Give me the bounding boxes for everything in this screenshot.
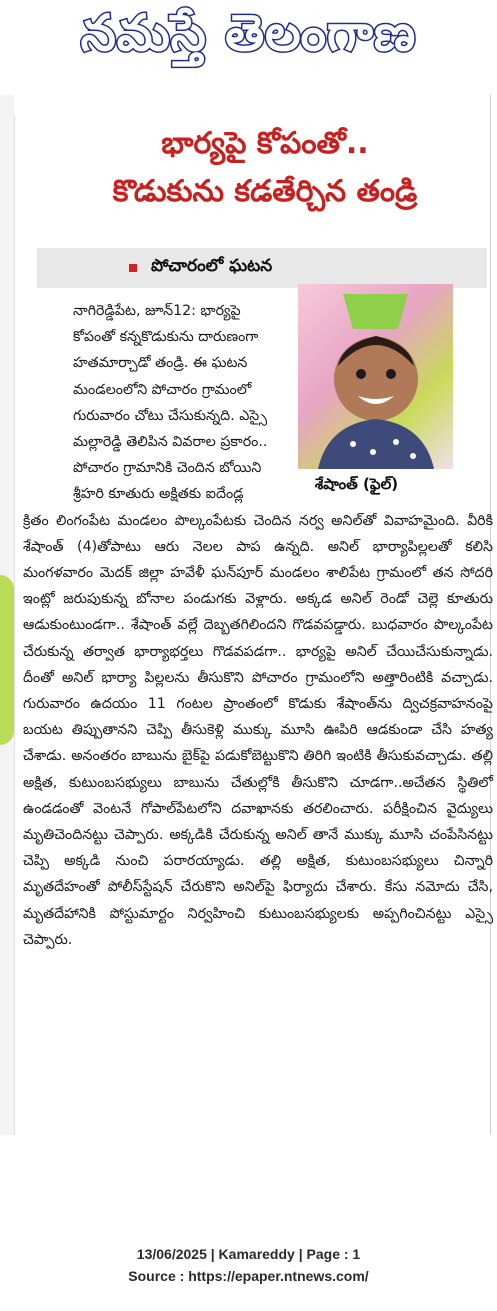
- body-narrow-line: మండలంలోని పోచారం గ్రామంలో: [73, 381, 252, 398]
- subhead: పోచారంలో ఘటన: [151, 256, 273, 276]
- masthead-title: నమస్తే తెలంగాణ: [80, 3, 417, 62]
- headline-line-1: భార్యపై కోపంతో..: [161, 126, 369, 161]
- headline-line-2: కొడుకును కడతేర్చిన తండ్రి: [112, 174, 418, 209]
- body-narrow-line: పోచారం గ్రామానికి చెందిన బోయిని: [73, 460, 262, 477]
- body-narrow-line: కోపంతో కన్నకొడుకును దారుణంగా: [73, 329, 259, 346]
- body-narrow-line: శ్రీహరి కూతురు అక్షితకు ఐదేండ్ల: [73, 486, 244, 503]
- body-narrow-line: గురువారం చోటు చేసుకున్నది. ఎస్సై: [73, 407, 268, 424]
- footer: [0, 1243, 497, 1287]
- neighbor-graphic: [0, 575, 14, 745]
- article-body: [23, 298, 493, 953]
- photo-caption: శేషాంత్ (ఫైల్): [315, 475, 399, 493]
- body-narrow-line: నాగిరెడ్డిపేట, జూన్12: భార్యపై: [73, 303, 241, 319]
- masthead: [0, 0, 497, 78]
- left-edge-strip: [0, 95, 14, 1135]
- square-bullet-icon: [129, 264, 137, 272]
- body-narrow-line: హతమార్చాడో తండ్రి. ఈ ఘటన: [73, 355, 248, 372]
- body-narrow-line: మల్లారెడ్డి తెలిపిన వివరాల ప్రకారం..: [73, 434, 268, 451]
- subhead-bar: [37, 248, 487, 288]
- news-article: [14, 115, 492, 1135]
- headline: [55, 120, 475, 216]
- body-paragraph: క్రితం లింగంపేట మండలం పొల్కంపేటకు చెందిన నర్వ అనిల్‌తో వివాహమైంది. వీరికి శేషాంత్ (4)తోపాటు ఆరు నెలల పాప ఉన్నది. అనిల్ భార్యాపిల్లలతో కలిసి మంగళవారం మెదక్ జిల్లా హవేళీ ఘన్‌పూర్ మండలం శాలిపేట గ్రామంలో తన సోదరి ఇంట్లో జరుపుకున్న బోనాల పండుగకు వెళ్లారు. అక్కడ అనిల్ రెండో చెల్లె కూతురు ఆడుకుంటుండగా.. శేషాంత్ వల్లే దెబ్బతగిలిందని గొడవపడ్డారు. బుధవారం పొల్కంపేట చేరుకున్న తర్వాత భార్యాభర్తలు గొడవపడగా.. భార్యపై అనిల్ చేయిచేసుకున్నాడు. దీంతో అనిల్ భార్యా పిల్లలను తీసుకొని పోచారం గ్రామంలోని అత్తారింటికి వచ్చాడు. గురువారం ఉదయం 11 గంటల ప్రాంతంలో కొడుకు శేషాంత్‌ను ద్విచక్రవాహనంపై బయట తిప్పుతానని చెప్పి తీసుకెళ్లి ముక్కు మూసి ఊపిరి ఆడకుండా చేసి హత్య చేశాడు. అనంతరం బాబును బైక్‌పై పడుకోబెట్టుకొని తిరిగి ఇంటికి తీసుకువచ్చాడు. తల్లి అక్షిత, కుటుంబసభ్యులు బాబును చేతుల్లోకి తీసుకొని చూడగా..అచేతన స్థితిలో ఉండడంతో వెంటనే గోపాల్‌పేటలోని దవాఖానకు తరలించారు. పరీక్షించిన వైద్యులు మృతిచెందినట్టు చెప్పారు. అక్కడికి చేరుకున్న అనిల్ తానే ముక్కు మూసి చంపేసినట్టు చెప్పి అక్కడి నుంచి పరారయ్యాడు. తల్లి అక్షిత, కుటుంబసభ్యులు చిన్నారి మృతదేహంతో పోలీస్‌స్టేషన్ చేరుకొని అనిల్‌పై ఫిర్యాదు చేశారు. కేసు నమోదు చేసి, మృతదేహానికి పోస్టుమార్టం నిర్వహించి కుటుంబసభ్యులకు అప్పగించినట్టు ఎస్సై చెప్పారు.: [23, 512, 493, 948]
- footer-date-line: 13/06/2025 | Kamareddy | Page : 1: [136, 1246, 361, 1262]
- footer-source-line: Source : https://epaper.ntnews.com/: [128, 1268, 369, 1284]
